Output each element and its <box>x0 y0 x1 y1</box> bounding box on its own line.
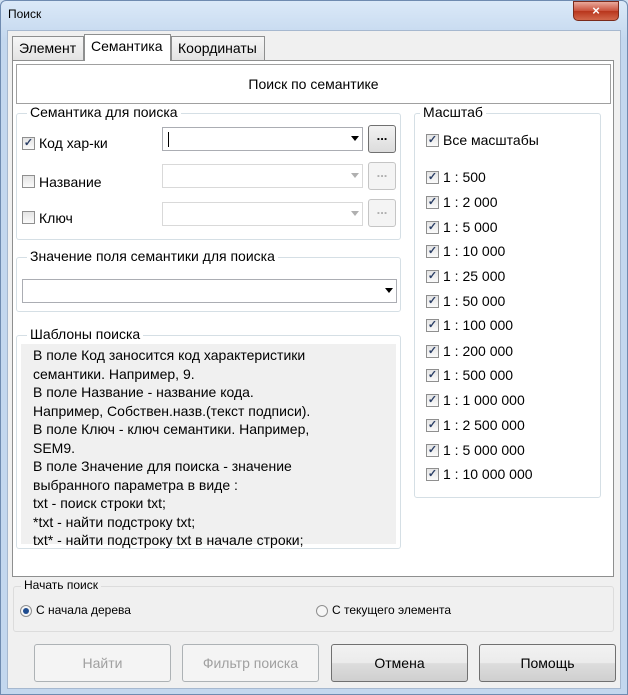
scale-label: 1 : 5 000 000 <box>443 442 525 458</box>
tab-semantics[interactable]: Семантика <box>84 34 171 61</box>
window-title: Поиск <box>8 7 42 21</box>
template-line: txt* - найти подстроку txt в начале строки; <box>33 532 304 548</box>
scale-checkbox[interactable]: ✓ <box>427 468 438 480</box>
scale-label: 1 : 100 000 <box>443 317 514 333</box>
code-checkbox[interactable]: ✓ <box>23 137 34 149</box>
scale-checkbox[interactable]: ✓ <box>427 196 438 208</box>
templates-group-title: Шаблоны поиска <box>27 326 143 342</box>
close-button[interactable] <box>573 1 619 21</box>
chevron-down-icon <box>351 173 359 178</box>
code-combo[interactable] <box>162 127 363 151</box>
close-icon: × <box>592 3 600 18</box>
from-current-label: С текущего элемента <box>332 603 452 617</box>
scale-label: 1 : 5 000 <box>443 219 498 235</box>
panel-header: Поиск по семантике <box>16 64 611 104</box>
template-line: В поле Ключ - ключ семантики. Например, <box>33 421 310 437</box>
scale-checkbox[interactable]: ✓ <box>427 345 438 357</box>
key-combo[interactable] <box>162 202 363 226</box>
search-filter-button[interactable]: Фильтр поиска <box>182 644 319 682</box>
scale-label: 1 : 2 000 <box>443 194 498 210</box>
text-cursor <box>168 132 169 147</box>
value-group-title: Значение поля семантики для поиска <box>27 248 278 264</box>
name-checkbox[interactable] <box>22 175 35 188</box>
tab-coordinates[interactable]: Координаты <box>171 36 265 60</box>
scale-group-title: Масштаб <box>420 104 486 120</box>
template-line: В поле Код заносится код характеристики <box>33 347 306 363</box>
code-browse-button[interactable]: ... <box>368 125 396 153</box>
all-scales-label: Все масштабы <box>443 132 539 148</box>
scale-checkbox[interactable]: ✓ <box>427 221 438 233</box>
template-line: *txt - найти подстроку txt; <box>33 513 196 530</box>
template-line: семантики. Например, 9. <box>33 365 195 382</box>
template-line: SEM9. <box>33 439 76 456</box>
scale-checkbox[interactable]: ✓ <box>427 270 438 282</box>
code-label: Код хар-ки <box>39 135 108 151</box>
chevron-down-icon <box>385 288 393 293</box>
from-tree-start-radio[interactable] <box>20 605 32 617</box>
start-search-title: Начать поиск <box>21 578 101 592</box>
scale-checkbox[interactable]: ✓ <box>427 295 438 307</box>
name-label: Название <box>39 174 102 190</box>
chevron-down-icon <box>351 136 359 141</box>
name-browse-button[interactable]: ... <box>368 162 396 190</box>
scale-label: 1 : 2 500 000 <box>443 417 525 433</box>
from-tree-start-label: С начала дерева <box>36 603 131 617</box>
all-scales-checkbox[interactable]: ✓ <box>427 134 438 146</box>
key-browse-button[interactable]: ... <box>368 199 396 227</box>
key-label: Ключ <box>39 210 73 226</box>
find-button[interactable]: Найти <box>34 644 171 682</box>
chevron-down-icon <box>351 211 359 216</box>
scale-label: 1 : 50 000 <box>443 293 506 309</box>
scale-label: 1 : 500 <box>443 169 486 185</box>
template-line: Например, Собствен.назв.(текст подписи). <box>33 402 311 419</box>
scale-checkbox[interactable]: ✓ <box>427 319 438 331</box>
from-current-radio[interactable] <box>316 605 328 617</box>
scale-label: 1 : 10 000 <box>443 243 506 259</box>
scale-label: 1 : 1 000 000 <box>443 392 525 408</box>
key-checkbox[interactable] <box>22 211 35 224</box>
template-line: выбранного параметра в виде : <box>33 476 238 493</box>
scale-label: 1 : 25 000 <box>443 268 506 284</box>
scale-checkbox[interactable]: ✓ <box>427 369 438 381</box>
help-button[interactable]: Помощь <box>479 644 616 682</box>
cancel-button[interactable]: Отмена <box>331 644 468 682</box>
scale-label: 1 : 10 000 000 <box>443 466 533 482</box>
scale-checkbox[interactable]: ✓ <box>427 394 438 406</box>
tab-element[interactable]: Элемент <box>12 36 84 60</box>
scale-label: 1 : 500 000 <box>443 367 514 383</box>
semantics-group-title: Семантика для поиска <box>27 104 181 120</box>
template-line: В поле Название - название кода. <box>33 384 254 400</box>
scale-label: 1 : 200 000 <box>443 343 514 359</box>
value-combo[interactable] <box>22 279 397 303</box>
scale-checkbox[interactable]: ✓ <box>427 444 438 456</box>
scale-checkbox[interactable]: ✓ <box>427 245 438 257</box>
scale-checkbox[interactable]: ✓ <box>427 171 438 183</box>
scale-checkbox[interactable]: ✓ <box>427 419 438 431</box>
template-line: В поле Значение для поиска - значение <box>33 458 292 474</box>
name-combo[interactable] <box>162 164 363 188</box>
templates-text <box>21 344 396 548</box>
template-line: txt - поиск строки txt; <box>33 495 166 511</box>
